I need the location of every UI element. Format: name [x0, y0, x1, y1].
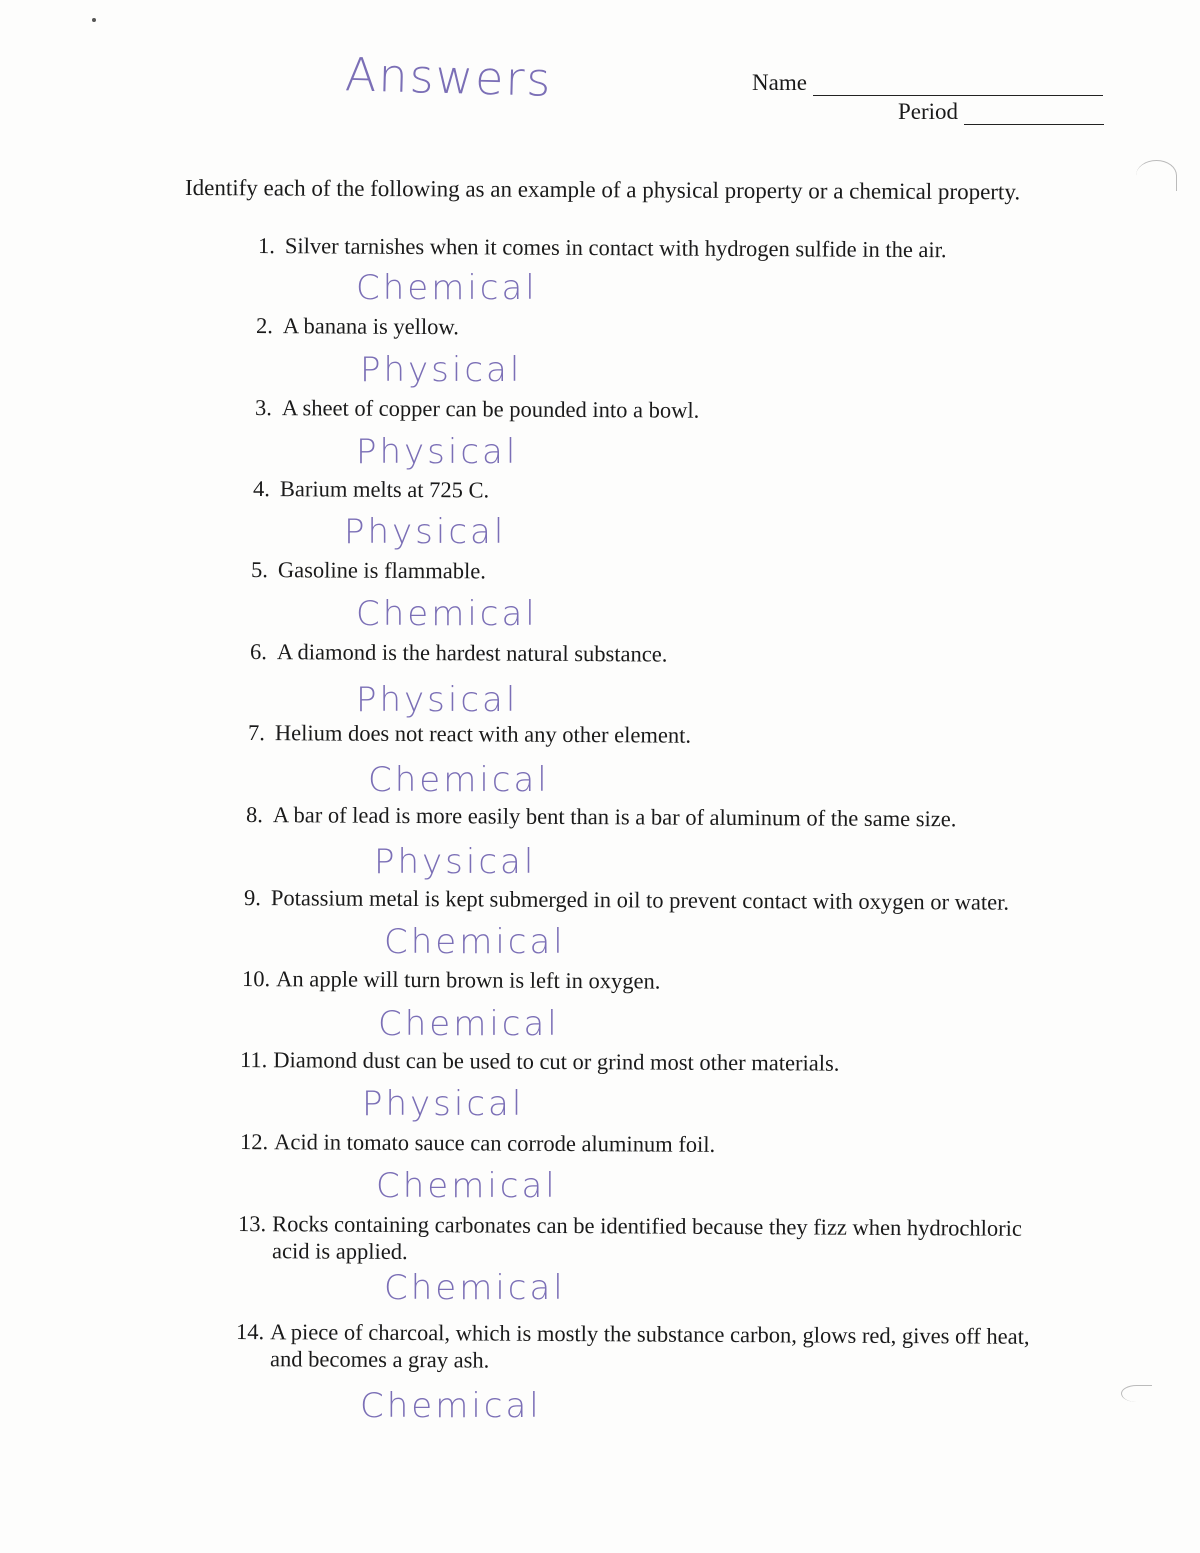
- question-1: [258, 232, 947, 263]
- question-text: A sheet of copper can be pounded into a bowl.: [281, 395, 700, 423]
- answer-1: Chemical: [356, 268, 538, 308]
- question-number: 4.: [252, 476, 270, 502]
- question-12: [240, 1128, 715, 1158]
- question-number: 3.: [254, 395, 272, 421]
- question-text: Helium does not react with any other element.: [274, 720, 692, 748]
- question-number: 12.: [239, 1129, 269, 1155]
- question-7: [248, 719, 691, 749]
- question-6: [250, 638, 668, 668]
- question-text-line-1: Rocks containing carbonates can be identified because they fizz when hydrochloric: [272, 1211, 1022, 1241]
- question-text: Gasoline is flammable.: [277, 557, 487, 584]
- question-text: Acid in tomato sauce can corrode aluminum foil.: [274, 1129, 716, 1157]
- question-text-line-2: and becomes a gray ash.: [269, 1346, 490, 1373]
- question-text: [270, 1318, 1030, 1377]
- question-number: 11.: [239, 1047, 268, 1073]
- question-number: 13.: [238, 1211, 267, 1237]
- answer-12: Chemical: [376, 1166, 558, 1206]
- question-13: [238, 1210, 1022, 1269]
- period-blank-line: [964, 102, 1104, 125]
- answer-6: Physical: [356, 680, 519, 720]
- question-number: 2.: [255, 313, 273, 339]
- question-text: A banana is yellow.: [282, 313, 459, 340]
- question-14: [236, 1318, 1030, 1377]
- instructions: Identify each of the following as an example of a physical property or a chemical property.: [184, 175, 1021, 205]
- question-text: Potassium metal is kept submerged in oil to prevent contact with oxygen or water.: [270, 885, 1010, 915]
- answer-13: Chemical: [384, 1268, 566, 1308]
- answer-2: Physical: [360, 350, 523, 390]
- question-number: 10.: [241, 966, 271, 992]
- answer-8: Physical: [374, 842, 537, 882]
- scan-artifact-mark: [1136, 160, 1177, 191]
- question-8: [246, 801, 957, 832]
- answer-7: Chemical: [368, 760, 550, 800]
- name-field: [752, 70, 1103, 96]
- question-number: 5.: [250, 557, 268, 583]
- question-text: An apple will turn brown is left in oxygen.: [276, 966, 661, 994]
- question-2: [256, 312, 459, 340]
- question-text: Barium melts at 725 C.: [279, 476, 490, 503]
- answer-5: Chemical: [356, 594, 538, 634]
- question-text-line-2: acid is applied.: [271, 1238, 408, 1265]
- question-number: 1.: [257, 233, 275, 259]
- scan-artifact-mark: [1121, 1385, 1152, 1402]
- question-text: Diamond dust can be used to cut or grind most other materials.: [273, 1047, 840, 1076]
- answer-14: Chemical: [360, 1386, 542, 1426]
- question-text: Silver tarnishes when it comes in contact with hydrogen sulfide in the air.: [284, 233, 947, 263]
- question-text: A diamond is the hardest natural substance.: [276, 639, 668, 667]
- answer-4: Physical: [344, 512, 507, 552]
- answer-9: Chemical: [384, 922, 566, 962]
- answer-11: Physical: [362, 1084, 525, 1124]
- question-text: [272, 1210, 1022, 1269]
- period-label: Period: [898, 99, 959, 124]
- question-number: 7.: [247, 720, 265, 746]
- name-blank-line: [813, 73, 1103, 96]
- question-number: 8.: [245, 802, 263, 828]
- question-4: [253, 475, 489, 503]
- question-11: [240, 1046, 840, 1077]
- question-text-line-1: A piece of charcoal, which is mostly the substance carbon, glows red, gives off heat,: [270, 1319, 1030, 1349]
- answer-3: Physical: [356, 432, 519, 472]
- question-number: 14.: [236, 1319, 265, 1345]
- name-label: Name: [752, 70, 807, 95]
- question-number: 6.: [249, 639, 267, 665]
- question-5: [251, 556, 486, 584]
- question-text: A bar of lead is more easily bent than is a bar of aluminum of the same size.: [272, 802, 957, 832]
- period-field: [898, 99, 1104, 125]
- question-3: [255, 394, 699, 424]
- question-9: [244, 884, 1009, 916]
- question-number: 9.: [243, 885, 261, 911]
- handwritten-answers-title: Answers: [344, 47, 554, 107]
- answer-10: Chemical: [378, 1004, 560, 1044]
- question-10: [242, 965, 661, 995]
- scan-speck: [92, 18, 96, 22]
